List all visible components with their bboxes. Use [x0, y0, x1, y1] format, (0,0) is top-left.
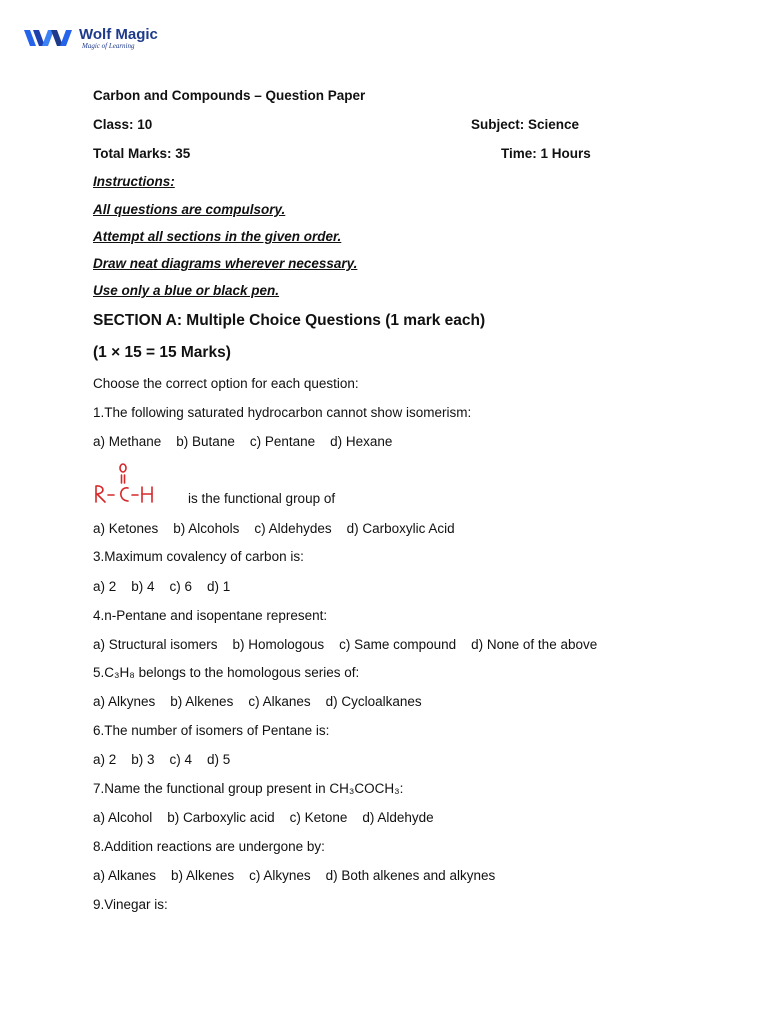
question-1-options: a) Methane b) Butane c) Pentane d) Hexane — [93, 434, 393, 449]
question-2: is the functional group of — [188, 491, 336, 506]
question-4-options: a) Structural isomers b) Homologous c) Same compound d) None of the above — [93, 637, 598, 652]
question-5: 5.C₃H₈ belongs to the homologous series of: — [93, 665, 360, 680]
question-7-options: a) Alcohol b) Carboxylic acid c) Ketone d) Aldehyde — [93, 810, 434, 825]
question-6-options: a) 2 b) 3 c) 4 d) 5 — [93, 752, 231, 767]
section-a-title: SECTION A: Multiple Choice Questions (1 mark each) — [93, 312, 486, 329]
question-8-options: a) Alkanes b) Alkenes c) Alkynes d) Both alkenes and alkynes — [93, 868, 496, 883]
brand-logo — [24, 26, 174, 54]
instructions-heading: Instructions: — [93, 174, 175, 189]
brand-tagline: Magic of Learning — [82, 42, 135, 50]
wolf-magic-logo-icon — [24, 28, 76, 48]
instruction-item: Attempt all sections in the given order. — [93, 229, 342, 244]
question-9: 9.Vinegar is: — [93, 897, 168, 912]
question-6: 6.The number of isomers of Pentane is: — [93, 723, 330, 738]
section-a-marks: (1 × 15 = 15 Marks) — [93, 344, 231, 361]
question-2-options: a) Ketones b) Alcohols c) Aldehydes d) Carboxylic Acid — [93, 521, 455, 536]
class-label: Class: 10 — [93, 117, 153, 132]
question-1: 1.The following saturated hydrocarbon cannot show isomerism: — [93, 405, 472, 420]
total-marks-label: Total Marks: 35 — [93, 146, 191, 161]
instruction-item: Draw neat diagrams wherever necessary. — [93, 256, 358, 271]
question-5-options: a) Alkynes b) Alkenes c) Alkanes d) Cycloalkanes — [93, 694, 422, 709]
question-4: 4.n-Pentane and isopentane represent: — [93, 608, 328, 623]
question-3: 3.Maximum covalency of carbon is: — [93, 549, 304, 564]
brand-name: Wolf Magic — [79, 26, 158, 43]
aldehyde-group-formula-drawing — [90, 462, 160, 508]
question-7: 7.Name the functional group present in CH₃COCH₃: — [93, 781, 404, 796]
question-3-options: a) 2 b) 4 c) 6 d) 1 — [93, 579, 231, 594]
subject-label: Subject: Science — [471, 117, 580, 132]
paper-title: Carbon and Compounds – Question Paper — [93, 88, 366, 103]
instruction-item: All questions are compulsory. — [93, 202, 286, 217]
time-label: Time: 1 Hours — [501, 146, 591, 161]
question-8: 8.Addition reactions are undergone by: — [93, 839, 325, 854]
section-a-prompt: Choose the correct option for each question: — [93, 376, 359, 391]
instruction-item: Use only a blue or black pen. — [93, 283, 280, 298]
